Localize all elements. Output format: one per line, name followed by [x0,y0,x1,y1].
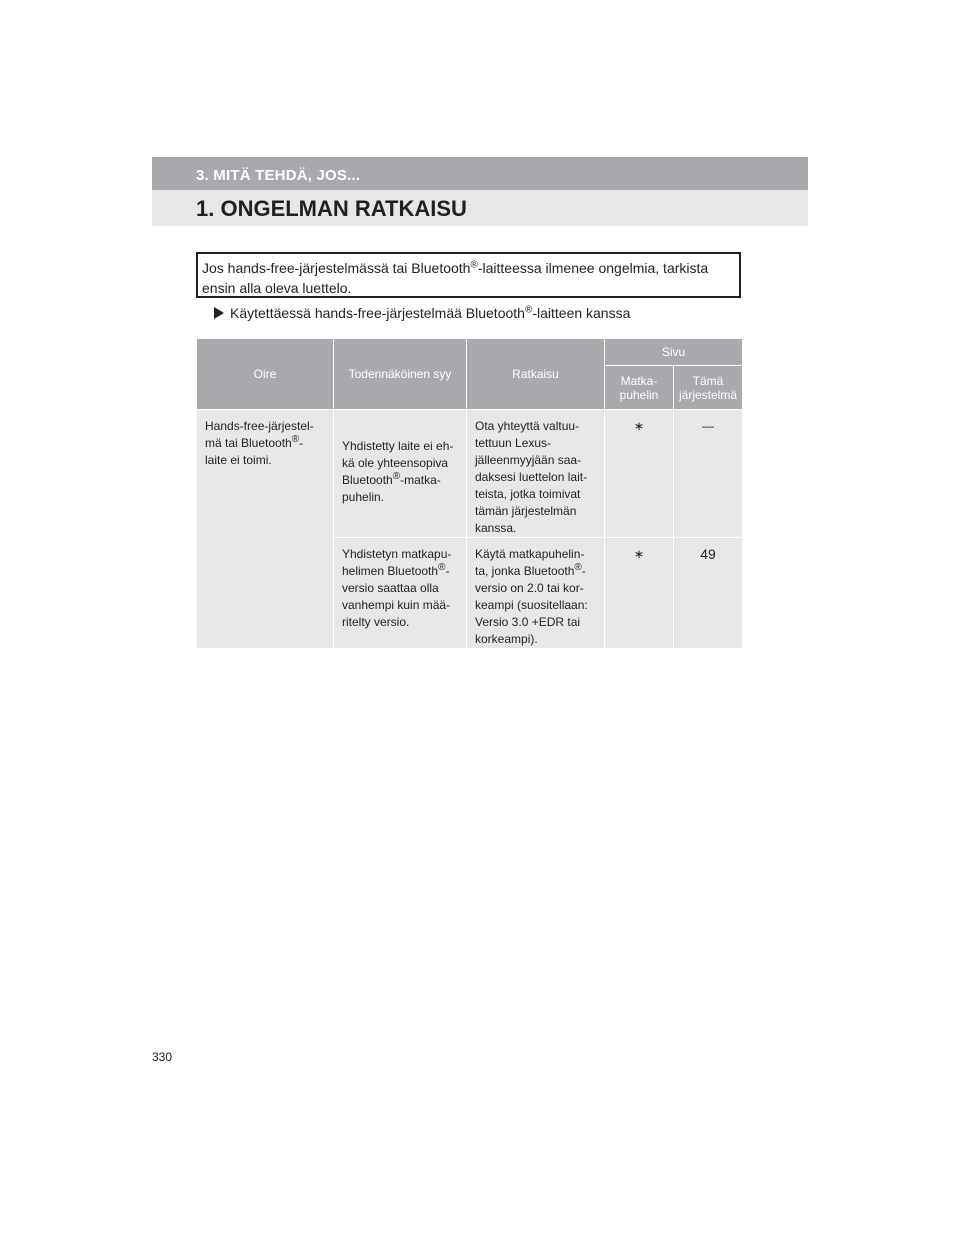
cause-cell: Yhdistetty laite ei eh-kä ole yhteensopiva Bluetooth®-matka-puhelin. [334,410,467,538]
subheading [214,305,630,321]
symptom-cell: Hands-free-järjestel-mä tai Bluetooth®-laite ei toimi. [197,410,334,649]
table-row [197,410,743,538]
system-page-cell: — [674,410,743,538]
subheading-text-start: Käytettäessä hands-free-järjestelmää Bluetooth [230,305,525,321]
intro-box [196,252,741,298]
phone-page-cell: ∗ [605,410,674,538]
section-header-bar [152,190,808,226]
registered-mark: ® [392,471,401,482]
header-system: Tämä järjestelmä [674,366,743,410]
header-cause: Todennäköinen syy [334,339,467,410]
phone-page-cell: ∗ [605,538,674,649]
troubleshooting-table [196,338,743,649]
header-solution: Ratkaisu [467,339,605,410]
chapter-title: 3. MITÄ TEHDÄ, JOS... [196,167,361,184]
section-title: 1. ONGELMAN RATKAISU [196,196,467,221]
page-number: 330 [152,1050,173,1064]
solution-cell: Ota yhteyttä valtuu-tettuun Lexus-jälleenmyyjään saa-daksesi luettelon lait-teista, jotka toimivat tämän järjestelmän kanssa. [467,410,605,538]
system-page-cell: 49 [674,538,743,649]
registered-mark: ® [291,434,300,445]
header-phone: Matka-puhelin [605,366,674,410]
header-oire: Oire [197,339,334,410]
triangle-arrow-icon [214,307,224,319]
intro-text-start: Jos hands-free-järjestelmässä tai Bluetooth [202,260,471,276]
cause-cell: Yhdistetyn matkapu-helimen Bluetooth®-versio saattaa olla vanhempi kuin mää-ritelty versio. [334,538,467,649]
registered-mark: ® [524,304,533,316]
subheading-text-end: -laitteen kanssa [532,305,631,321]
chapter-header-bar [152,157,808,190]
registered-mark: ® [470,259,478,271]
header-page: Sivu [605,339,743,366]
solution-cell: Käytä matkapuhelin-ta, jonka Bluetooth®-versio on 2.0 tai kor-keampi (suositellaan: Versio 3.0 +EDR tai korkeampi). [467,538,605,649]
registered-mark: ® [438,562,446,573]
registered-mark: ® [574,562,582,573]
intro-text-end: -laitteessa ilmenee ongelmia, tarkista ensin alla oleva luettelo. [202,260,709,296]
